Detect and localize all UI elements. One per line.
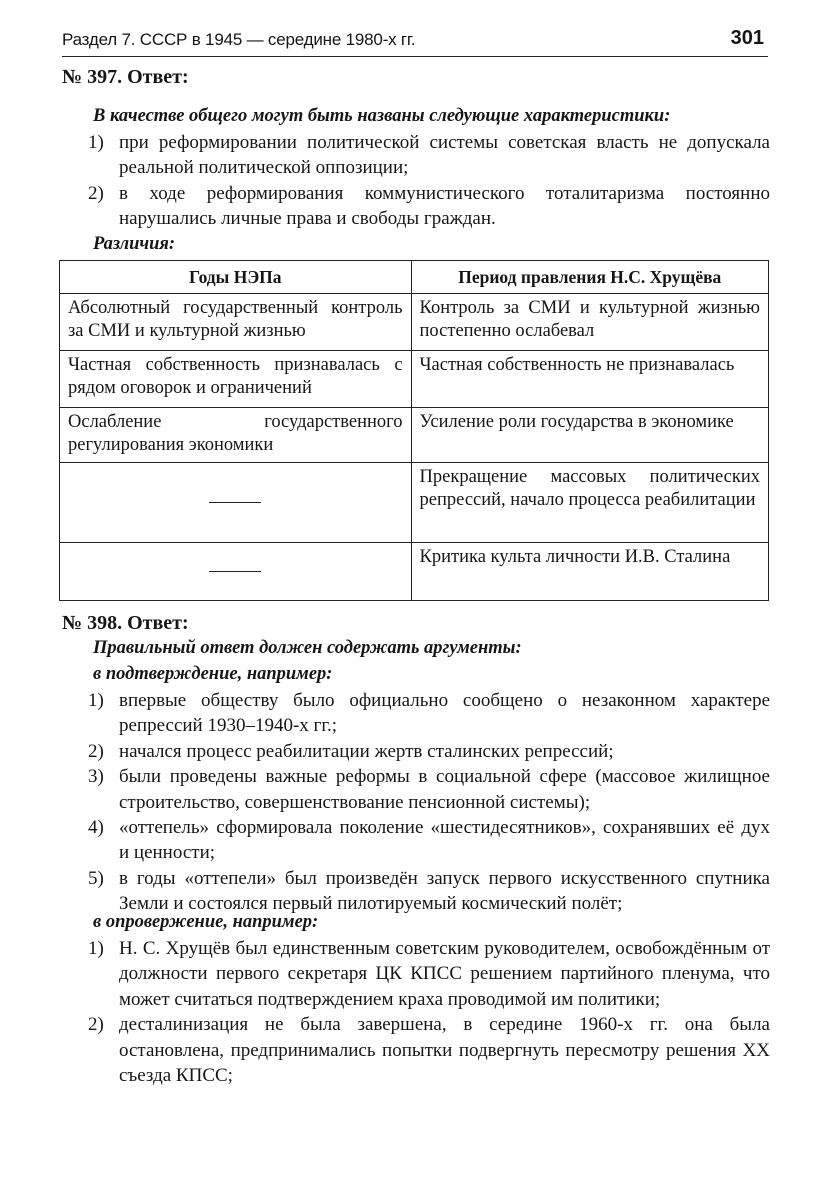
item-number: 2) <box>88 1014 104 1036</box>
list-item <box>88 130 770 181</box>
table-row <box>60 543 769 601</box>
item-number: 1) <box>88 690 104 711</box>
item-text: впервые обществу было официально сообщено о незаконном характере репрессий 1930–1940-х гг.; <box>119 690 770 737</box>
item-number: 2) <box>88 740 104 762</box>
table-row <box>60 351 769 408</box>
confirm-arguments-list <box>88 688 770 917</box>
table-row <box>60 294 769 351</box>
item-text: при реформировании политической системы советская власть не допускала реальной политической оппозиции; <box>119 132 770 179</box>
item-number: 5) <box>88 867 104 889</box>
table-cell-empty <box>60 543 412 601</box>
item-text: в годы «оттепели» был произведён запуск первого искусственного спутника Земли и состоялся первый пилотируемый космический полёт; <box>119 867 770 915</box>
item-text: в ходе реформирования коммунистического тоталитаризма постоянно нарушались личные права и свободы граждан. <box>119 182 770 230</box>
list-item <box>88 688 770 739</box>
item-text: Н. С. Хрущёв был единственным советским руководителем, освобождённым от должности первого секретаря ЦК КПСС решением партийного пленума, что может считаться подтверждением краха проводимой им политики; <box>119 938 770 1010</box>
table-cell: Контроль за СМИ и культурной жизнью постепенно ослабевал <box>411 294 768 351</box>
table-cell: Абсолютный государственный контроль за СМИ и культурной жизнью <box>60 294 412 351</box>
list-item <box>88 936 770 1012</box>
refute-label: в опровержение, например: <box>93 912 319 932</box>
section-title: Раздел 7. СССР в 1945 — середине 1980-х гг. <box>62 30 416 49</box>
list-item <box>88 181 770 232</box>
confirm-label: в подтверждение, например: <box>93 664 333 684</box>
list-item <box>88 815 770 866</box>
list-item <box>88 764 770 815</box>
item-number: 2) <box>88 182 104 204</box>
table-header-row <box>60 261 769 294</box>
table-cell: Критика культа личности И.В. Сталина <box>411 543 768 601</box>
dash-mark <box>209 571 261 572</box>
table-cell: Частная собственность не признавалась <box>411 351 768 408</box>
answer-398-heading: № 398. Ответ: <box>62 612 189 634</box>
table-cell-empty <box>60 463 412 543</box>
differences-label: Различия: <box>93 234 176 254</box>
table-cell: Прекращение массовых политических репрессий, начало процесса реабилитации <box>411 463 768 543</box>
comparison-table <box>59 260 769 601</box>
refute-arguments-list <box>88 936 770 1088</box>
page-number: 301 <box>730 27 764 49</box>
item-text: были проведены важные реформы в социальной сфере (массовое жилищное строительство, совершенствование пенсионной системы); <box>119 766 770 813</box>
answer-requirements-intro: Правильный ответ должен содержать аргументы: <box>93 638 522 658</box>
table-cell: Усиление роли государства в экономике <box>411 408 768 463</box>
common-characteristics-intro: В качестве общего могут быть названы следующие характеристики: <box>93 106 671 126</box>
item-number: 3) <box>88 766 104 788</box>
list-item <box>88 1012 770 1088</box>
table-row <box>60 463 769 543</box>
column-header-nep: Годы НЭПа <box>60 261 412 294</box>
common-characteristics-list <box>88 130 770 232</box>
item-text: десталинизация не была завершена, в середине 1960-х гг. она была остановлена, предпринимались попытки подвергнуть пересмотру решения XX съезда КПСС; <box>119 1014 770 1087</box>
table-cell: Ослабление государственного регулирования экономики <box>60 408 412 463</box>
dash-mark <box>209 502 261 503</box>
table-row <box>60 408 769 463</box>
column-header-khrushchev: Период правления Н.С. Хрущёва <box>411 261 768 294</box>
item-number: 4) <box>88 817 104 839</box>
item-text: «оттепель» сформировала поколение «шестидесятников», сохранявших её дух и ценности; <box>119 817 770 864</box>
item-number: 1) <box>88 938 104 959</box>
answer-397-heading: № 397. Ответ: <box>62 66 189 88</box>
item-text: начался процесс реабилитации жертв сталинских репрессий; <box>119 740 614 762</box>
list-item <box>88 866 770 917</box>
item-number: 1) <box>88 132 104 153</box>
table-cell: Частная собственность признавалась с рядом оговорок и ограничений <box>60 351 412 408</box>
list-item <box>88 739 770 764</box>
running-header <box>62 24 768 57</box>
